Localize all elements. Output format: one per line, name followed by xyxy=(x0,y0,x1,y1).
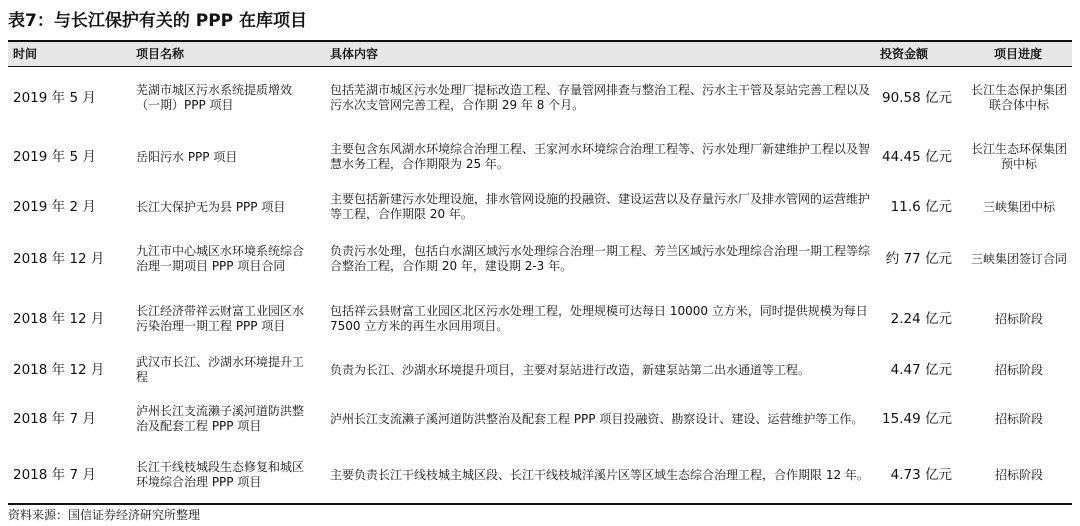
header-content: 具体内容 xyxy=(330,47,379,61)
time-cell: 2019 年 2 月 xyxy=(13,198,96,215)
table-row xyxy=(8,185,1072,229)
project-name-cell: 武汉市长江、沙湖水环境提升工程 xyxy=(136,355,305,384)
amount-cell: 90.58 亿元 xyxy=(882,89,952,106)
project-name-cell: 岳阳污水 PPP 项目 xyxy=(136,149,238,164)
content-cell: 负责为长江、沙湖水环境提升项目，主要对泵站进行改造，新建泵站第二出水通道等工程。 xyxy=(330,362,811,377)
table-title: 表7：与长江保护有关的 PPP 在库项目 xyxy=(8,11,308,31)
content-cell: 主要负责长江干线枝城主城区段、长江干线枝城洋溪片区等区域生态综合治理工程，合作期限 12 年。 xyxy=(330,467,869,482)
header-time: 时间 xyxy=(13,47,38,61)
header-progress: 项目进度 xyxy=(994,47,1043,61)
table-row xyxy=(8,447,1072,503)
amount-cell: 4.73 亿元 xyxy=(890,466,952,483)
progress-cell: 三峡集团中标 xyxy=(982,199,1055,214)
project-name-cell: 芜湖市城区污水系统提质增效（一期）PPP 项目 xyxy=(136,83,293,112)
table-row xyxy=(8,229,1072,289)
progress-cell: 招标阶段 xyxy=(994,311,1043,326)
progress-cell: 长江生态环保集团预中标 xyxy=(970,142,1067,171)
progress-cell: 招标阶段 xyxy=(994,467,1043,482)
table-row xyxy=(8,129,1072,185)
amount-cell: 44.45 亿元 xyxy=(882,148,952,165)
progress-cell: 三峡集团签订合同 xyxy=(970,251,1067,266)
progress-cell: 招标阶段 xyxy=(994,362,1043,377)
project-name-cell: 长江经济带祥云财富工业园区水污染治理一期工程 PPP 项目 xyxy=(136,304,305,333)
header-name: 项目名称 xyxy=(136,47,185,61)
source-note: 资料来源：国信证券经济研究所整理 xyxy=(8,508,201,522)
header-amount: 投资金额 xyxy=(880,47,929,61)
progress-cell: 长江生态保护集团联合体中标 xyxy=(970,83,1067,112)
time-cell: 2018 年 12 月 xyxy=(13,361,105,378)
table-header xyxy=(8,42,1072,66)
project-name-cell: 泸州长江支流濑子溪河道防洪整治及配套工程 PPP 项目 xyxy=(136,404,305,433)
table-row xyxy=(8,391,1072,447)
amount-cell: 11.6 亿元 xyxy=(890,198,952,215)
amount-cell: 15.49 亿元 xyxy=(882,410,952,427)
table-body xyxy=(8,67,1072,503)
content-cell: 包括芜湖市城区污水处理厂提标改造工程、存量管网排查与整治工程、污水主干管及泵站完善工程以及污水次支管网完善工程，合作期 29 年 8 个月。 xyxy=(330,83,871,112)
content-cell: 主要包括新建污水处理设施，排水管网设施的投融资、建设运营以及存量污水厂及排水管网的运营维护等工程，合作期限 20 年。 xyxy=(330,192,871,221)
project-name-cell: 长江干线枝城段生态修复和城区环境综合治理 PPP 项目 xyxy=(136,460,305,489)
amount-cell: 约 77 亿元 xyxy=(885,250,952,267)
table-row xyxy=(8,67,1072,129)
table-row xyxy=(8,289,1072,349)
time-cell: 2018 年 7 月 xyxy=(13,410,96,427)
content-cell: 包括祥云县财富工业园区北区污水处理工程，处理规模可达每日 10000 立方米，同时提供规模为每日 7500 立方米的再生水回用项目。 xyxy=(330,304,868,333)
project-name-cell: 长江大保护无为县 PPP 项目 xyxy=(136,199,286,214)
time-cell: 2019 年 5 月 xyxy=(13,89,96,106)
content-cell: 主要包含东风湖水环境综合治理工程、王家河水环境综合治理工程等、污水处理厂新建维护工程以及智慧水务工程，合作期限为 25 年。 xyxy=(330,142,871,171)
time-cell: 2018 年 7 月 xyxy=(13,466,96,483)
time-cell: 2018 年 12 月 xyxy=(13,310,105,327)
content-cell: 泸州长江支流濑子溪河道防洪整治及配套工程 PPP 项目投融资、勘察设计、建设、运营维护等工作。 xyxy=(330,411,864,426)
content-cell: 负责污水处理，包括白水湖区域污水处理综合治理一期工程、芳兰区域污水处理综合治理一期工程等综合整治工程，合作期 20 年，建设期 2-3 年。 xyxy=(330,244,871,273)
progress-cell: 招标阶段 xyxy=(994,411,1043,426)
amount-cell: 2.24 亿元 xyxy=(890,310,952,327)
project-name-cell: 九江市中心城区水环境系统综合治理一期项目 PPP 项目合同 xyxy=(136,244,305,273)
time-cell: 2018 年 12 月 xyxy=(13,250,105,267)
bottom-rule xyxy=(8,503,1072,505)
time-cell: 2019 年 5 月 xyxy=(13,148,96,165)
table-row xyxy=(8,349,1072,391)
amount-cell: 4.47 亿元 xyxy=(890,361,952,378)
